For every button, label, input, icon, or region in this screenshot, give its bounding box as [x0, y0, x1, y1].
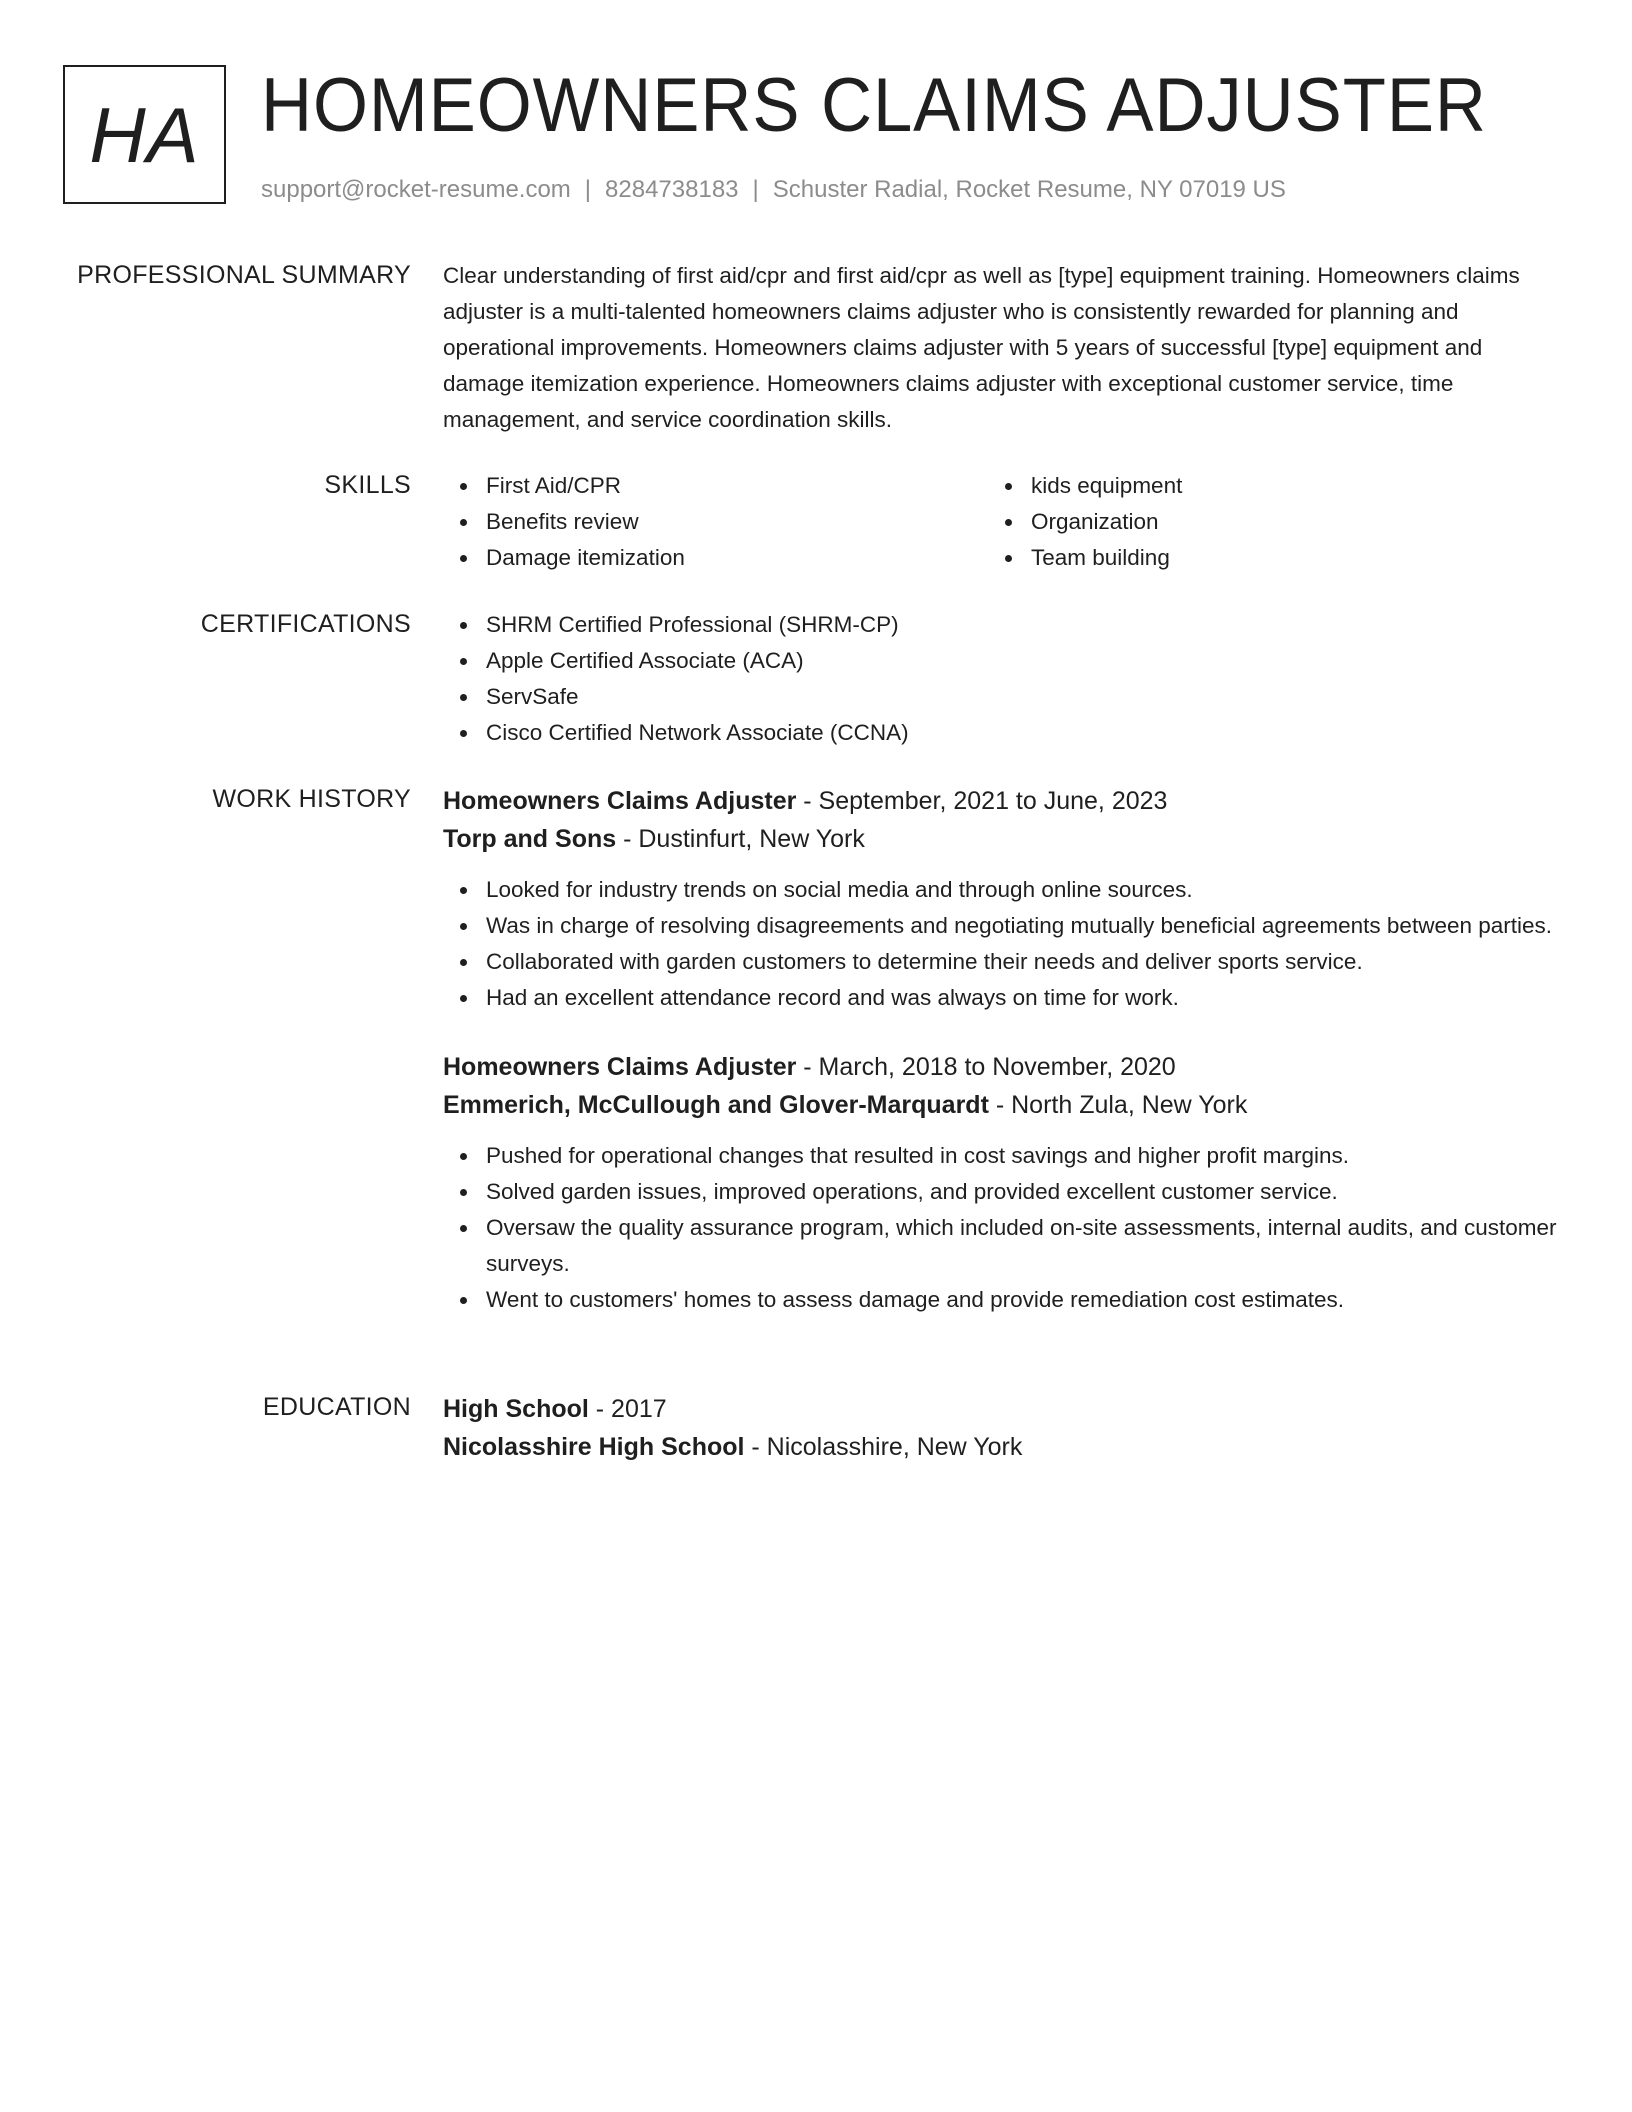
- job-company: Torp and Sons: [443, 825, 617, 853]
- skills-list-right: [988, 468, 1533, 576]
- list-item: Solved garden issues, improved operations, and provided excellent customer service.: [443, 1174, 1563, 1210]
- contact-phone: 8284738183: [605, 176, 739, 203]
- job-company: Emmerich, McCullough and Glover-Marquardt: [443, 1091, 989, 1119]
- resume-name: HOMEOWNERS CLAIMS ADJUSTER: [261, 63, 1487, 148]
- section-title-skills: SKILLS: [324, 471, 411, 499]
- education-body: [443, 1390, 1563, 1466]
- list-item: SHRM Certified Professional (SHRM-CP): [443, 607, 1563, 643]
- work-body: [443, 782, 1563, 1318]
- section-title-certifications: CERTIFICATIONS: [200, 610, 411, 638]
- summary-text: Clear understanding of first aid/cpr and first aid/cpr as well as [type] equipment training. Homeowners claims adjuster is a multi-talented homeowners claims adjuster who is consistently rewarded for planning and operational improvements. Homeowners claims adjuster with 5 years of successful [type] equipment and damage itemization experience. Homeowners claims adjuster with exceptional customer service, time management, and service coordination skills.: [443, 263, 1520, 432]
- job-dates: - September, 2021 to June, 2023: [796, 787, 1168, 815]
- contact-address: Schuster Radial, Rocket Resume, NY 07019 US: [772, 176, 1286, 203]
- section-title-summary: PROFESSIONAL SUMMARY: [77, 261, 411, 289]
- list-item: Organization: [988, 504, 1533, 540]
- job-location: - Dustinfurt, New York: [616, 825, 865, 853]
- certifications-body: [443, 607, 1563, 751]
- summary-body: [443, 258, 1563, 438]
- list-item: Damage itemization: [443, 540, 988, 576]
- list-item: Had an excellent attendance record and was always on time for work.: [443, 980, 1563, 1016]
- education-school-line: [443, 1428, 1563, 1466]
- job-location: - North Zula, New York: [988, 1091, 1248, 1119]
- contact-email: support@rocket-resume.com: [261, 176, 571, 203]
- monogram-box: [63, 65, 226, 204]
- resume-header: [63, 65, 1563, 210]
- monogram-initials: HA: [89, 90, 200, 179]
- job-bullets: [443, 1138, 1563, 1318]
- section-title-education: EDUCATION: [262, 1393, 411, 1421]
- job-dates: - March, 2018 to November, 2020: [796, 1053, 1176, 1081]
- job-role: Homeowners Claims Adjuster: [443, 1053, 797, 1081]
- job-company-line: [443, 1086, 1563, 1124]
- job-title-line: [443, 1048, 1563, 1086]
- job-entry: [443, 1048, 1563, 1318]
- section-title-work: WORK HISTORY: [212, 785, 411, 813]
- list-item: Went to customers' homes to assess damage and provide remediation cost estimates.: [443, 1282, 1563, 1318]
- education-location: - Nicolasshire, New York: [744, 1433, 1023, 1461]
- skills-list-left: [443, 468, 988, 576]
- list-item: Team building: [988, 540, 1533, 576]
- list-item: First Aid/CPR: [443, 468, 988, 504]
- skills-body: [443, 468, 1563, 576]
- list-item: Was in charge of resolving disagreements and negotiating mutually beneficial agreements between parties.: [443, 908, 1563, 944]
- list-item: Cisco Certified Network Associate (CCNA): [443, 715, 1563, 751]
- list-item: Apple Certified Associate (ACA): [443, 643, 1563, 679]
- contact-line: [261, 173, 1286, 207]
- list-item: ServSafe: [443, 679, 1563, 715]
- contact-separator: |: [584, 176, 592, 203]
- list-item: Looked for industry trends on social media and through online sources.: [443, 872, 1563, 908]
- contact-separator: |: [752, 176, 759, 203]
- education-school: Nicolasshire High School: [443, 1433, 745, 1461]
- list-item: Oversaw the quality assurance program, which included on-site assessments, internal audits, and customer surveys.: [443, 1210, 1563, 1282]
- job-bullets: [443, 872, 1563, 1016]
- education-year: - 2017: [588, 1395, 667, 1423]
- list-item: Benefits review: [443, 504, 988, 540]
- job-role: Homeowners Claims Adjuster: [443, 787, 797, 815]
- certifications-list: [443, 607, 1563, 751]
- job-title-line: [443, 782, 1563, 820]
- education-degree-line: [443, 1390, 1563, 1428]
- list-item: Pushed for operational changes that resulted in cost savings and higher profit margins.: [443, 1138, 1563, 1174]
- list-item: kids equipment: [988, 468, 1533, 504]
- job-company-line: [443, 820, 1563, 858]
- education-degree: High School: [443, 1395, 589, 1423]
- job-entry: [443, 782, 1563, 1016]
- list-item: Collaborated with garden customers to determine their needs and deliver sports service.: [443, 944, 1563, 980]
- skills-grid: [443, 468, 1563, 576]
